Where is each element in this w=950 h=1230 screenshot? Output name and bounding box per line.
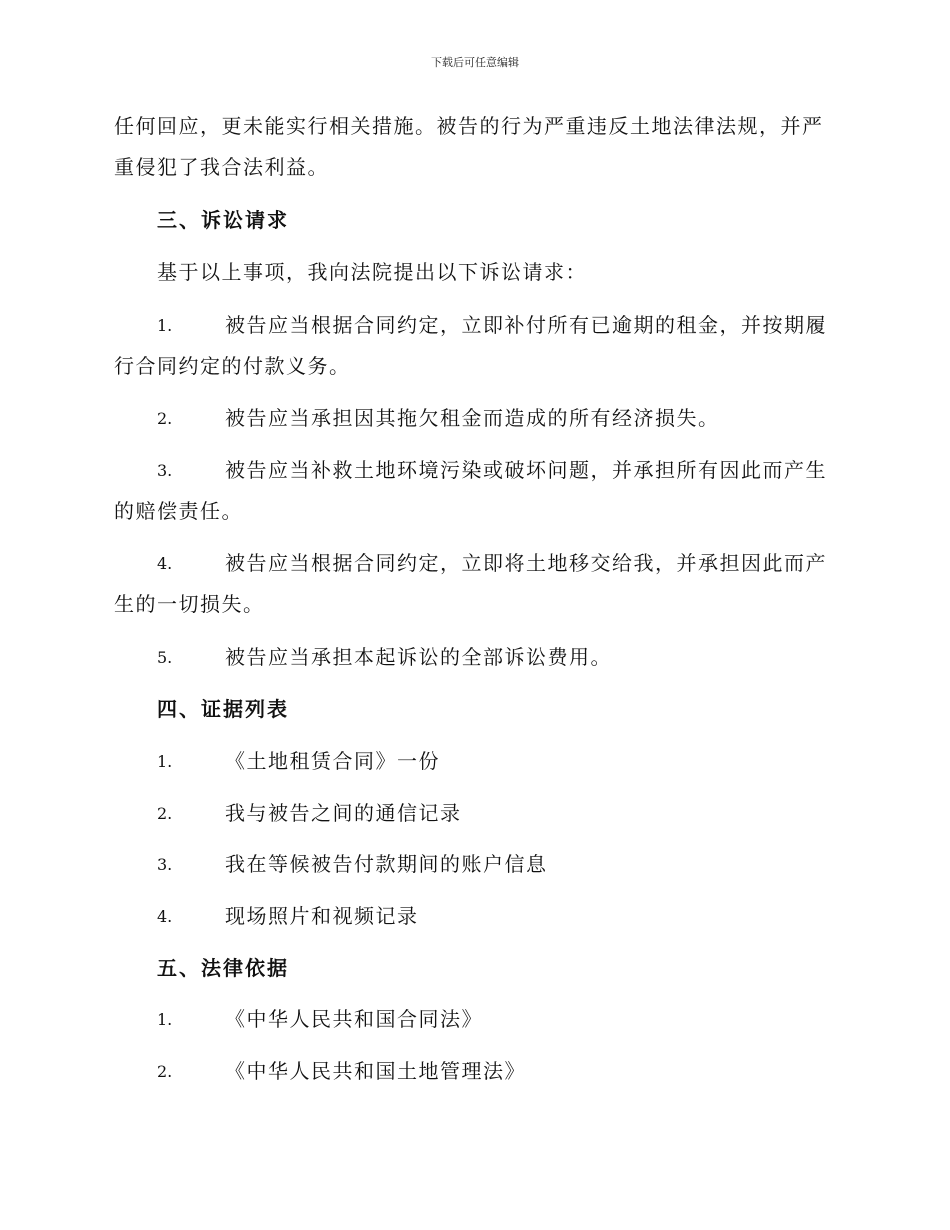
- claim-item: [114, 398, 839, 439]
- evidence-item: [114, 896, 839, 937]
- item-number: 1.: [157, 752, 173, 771]
- claim-text-line2: 的赔偿责任。: [114, 499, 243, 523]
- claim-text-line1: 被告应当补救土地环境污染或破坏问题，并承担所有因此而产生: [225, 458, 827, 482]
- item-number: 3.: [157, 855, 173, 874]
- claim-item: [114, 637, 839, 678]
- claim-item: [114, 305, 839, 387]
- evidence-item: [114, 793, 839, 834]
- item-number: 1.: [157, 1010, 173, 1029]
- claim-text-line2: 生的一切损失。: [114, 592, 265, 616]
- item-number: 4.: [157, 907, 173, 926]
- claim-item: [114, 450, 839, 532]
- law-item: [114, 999, 839, 1040]
- evidence-text: 现场照片和视频记录: [225, 904, 419, 928]
- item-number: 3.: [157, 461, 173, 480]
- claim-item: [114, 543, 839, 625]
- evidence-item: [114, 844, 839, 885]
- item-number: 1.: [157, 316, 173, 335]
- item-number: 2.: [157, 804, 173, 823]
- evidence-text: 《土地租赁合同》一份: [225, 749, 440, 773]
- law-item: [114, 1051, 839, 1092]
- continuation-paragraph: 任何回应，更未能实行相关措施。被告的行为严重违反土地法律法规，并严重侵犯了我合法利益。: [114, 114, 824, 179]
- claim-text-line2: 行合同约定的付款义务。: [114, 354, 351, 378]
- claim-text-line1: 被告应当根据合同约定，立即补付所有已逾期的租金，并按期履: [225, 313, 827, 337]
- law-text: 《中华人民共和国土地管理法》: [225, 1059, 526, 1083]
- law-text: 《中华人民共和国合同法》: [225, 1007, 483, 1031]
- section-heading-law: 五、法律依据: [157, 956, 289, 980]
- evidence-text: 我在等候被告付款期间的账户信息: [225, 852, 548, 876]
- claim-text: 被告应当承担本起诉讼的全部诉讼费用。: [225, 645, 612, 669]
- claim-text: 被告应当承担因其拖欠租金而造成的所有经济损失。: [225, 406, 720, 430]
- item-number: 2.: [157, 409, 173, 428]
- claims-intro: 基于以上事项，我向法院提出以下诉讼请求：: [157, 260, 587, 284]
- page-header: 下载后可任意编辑: [431, 56, 519, 69]
- section-heading-claims: 三、诉讼请求: [157, 208, 289, 232]
- item-number: 2.: [157, 1062, 173, 1081]
- section-heading-evidence: 四、证据列表: [157, 697, 289, 721]
- item-number: 5.: [157, 648, 173, 667]
- item-number: 4.: [157, 554, 173, 573]
- evidence-text: 我与被告之间的通信记录: [225, 801, 462, 825]
- evidence-item: [114, 741, 839, 782]
- claim-text-line1: 被告应当根据合同约定，立即将土地移交给我，并承担因此而产: [225, 551, 827, 575]
